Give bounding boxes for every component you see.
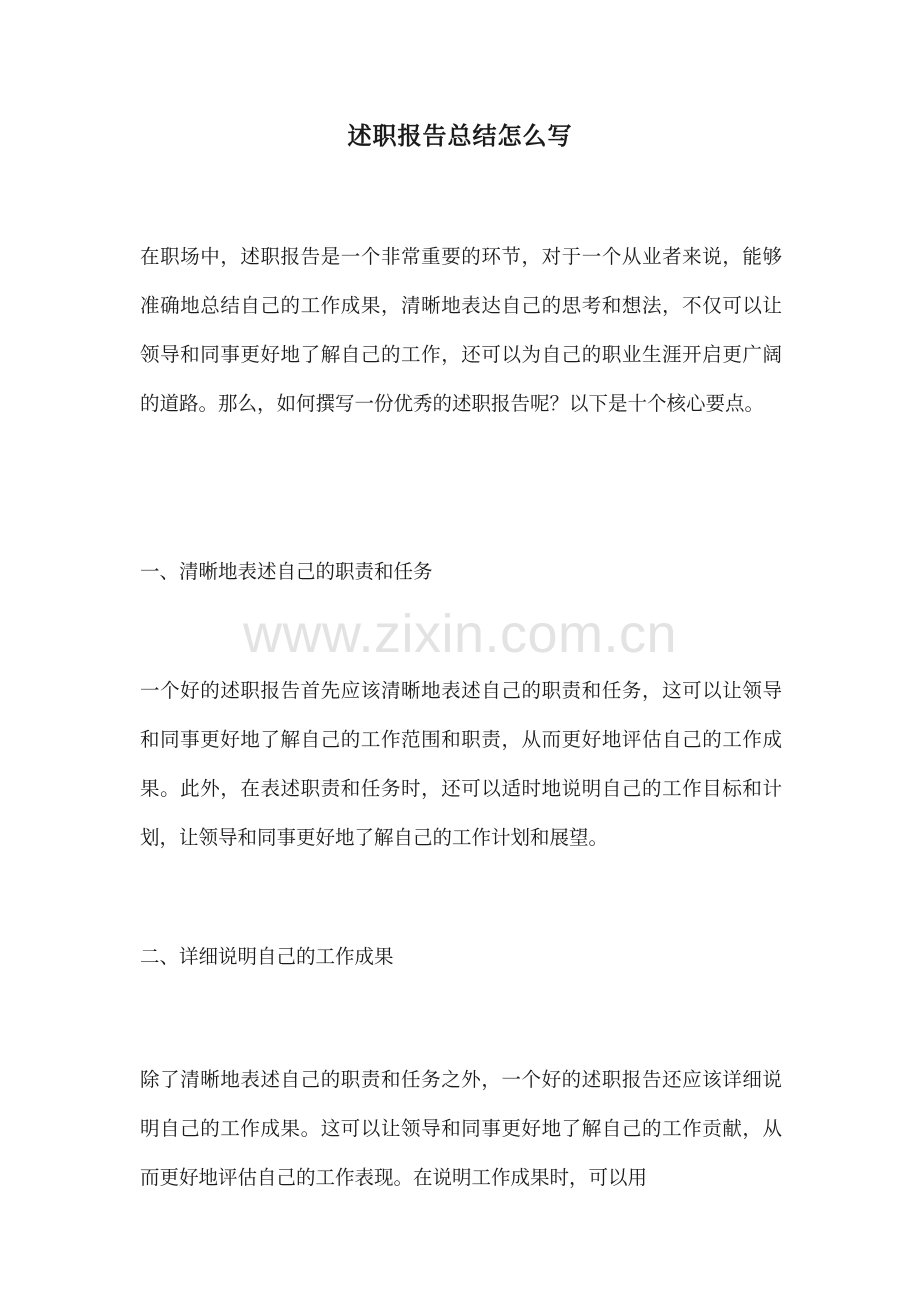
section-1-body: 一个好的述职报告首先应该清晰地表述自己的职责和任务，这可以让领导和同事更好地了解自己的工作范围和职责，从而更好地评估自己的工作成果。此外，在表述职责和任务时，还可以适时地说明自己的工作目标和计划，让领导和同事更好地了解自己的工作计划和展望。 [140,679,782,849]
intro-paragraph: 在职场中，述职报告是一个非常重要的环节，对于一个从业者来说，能够准确地总结自己的工作成果，清晰地表达自己的思考和想法，不仅可以让领导和同事更好地了解自己的工作，还可以为自己的职业生涯开启更广阔的道路。那么，如何撰写一份优秀的述职报告呢？以下是十个核心要点。 [140,245,782,415]
watermark: www.zixin.com.cn [242,604,678,664]
document-title: 述职报告总结怎么写 [347,121,573,150]
section-2-body: 除了清晰地表述自己的职责和任务之外，一个好的述职报告还应该详细说明自己的工作成果。这可以让领导和同事更好地了解自己的工作贡献，从而更好地评估自己的工作表现。在说明工作成果时，可以用 [140,1068,782,1189]
section-2-heading: 二、详细说明自己的工作成果 [140,945,394,968]
section-1-heading: 一、清晰地表述自己的职责和任务 [140,560,433,583]
